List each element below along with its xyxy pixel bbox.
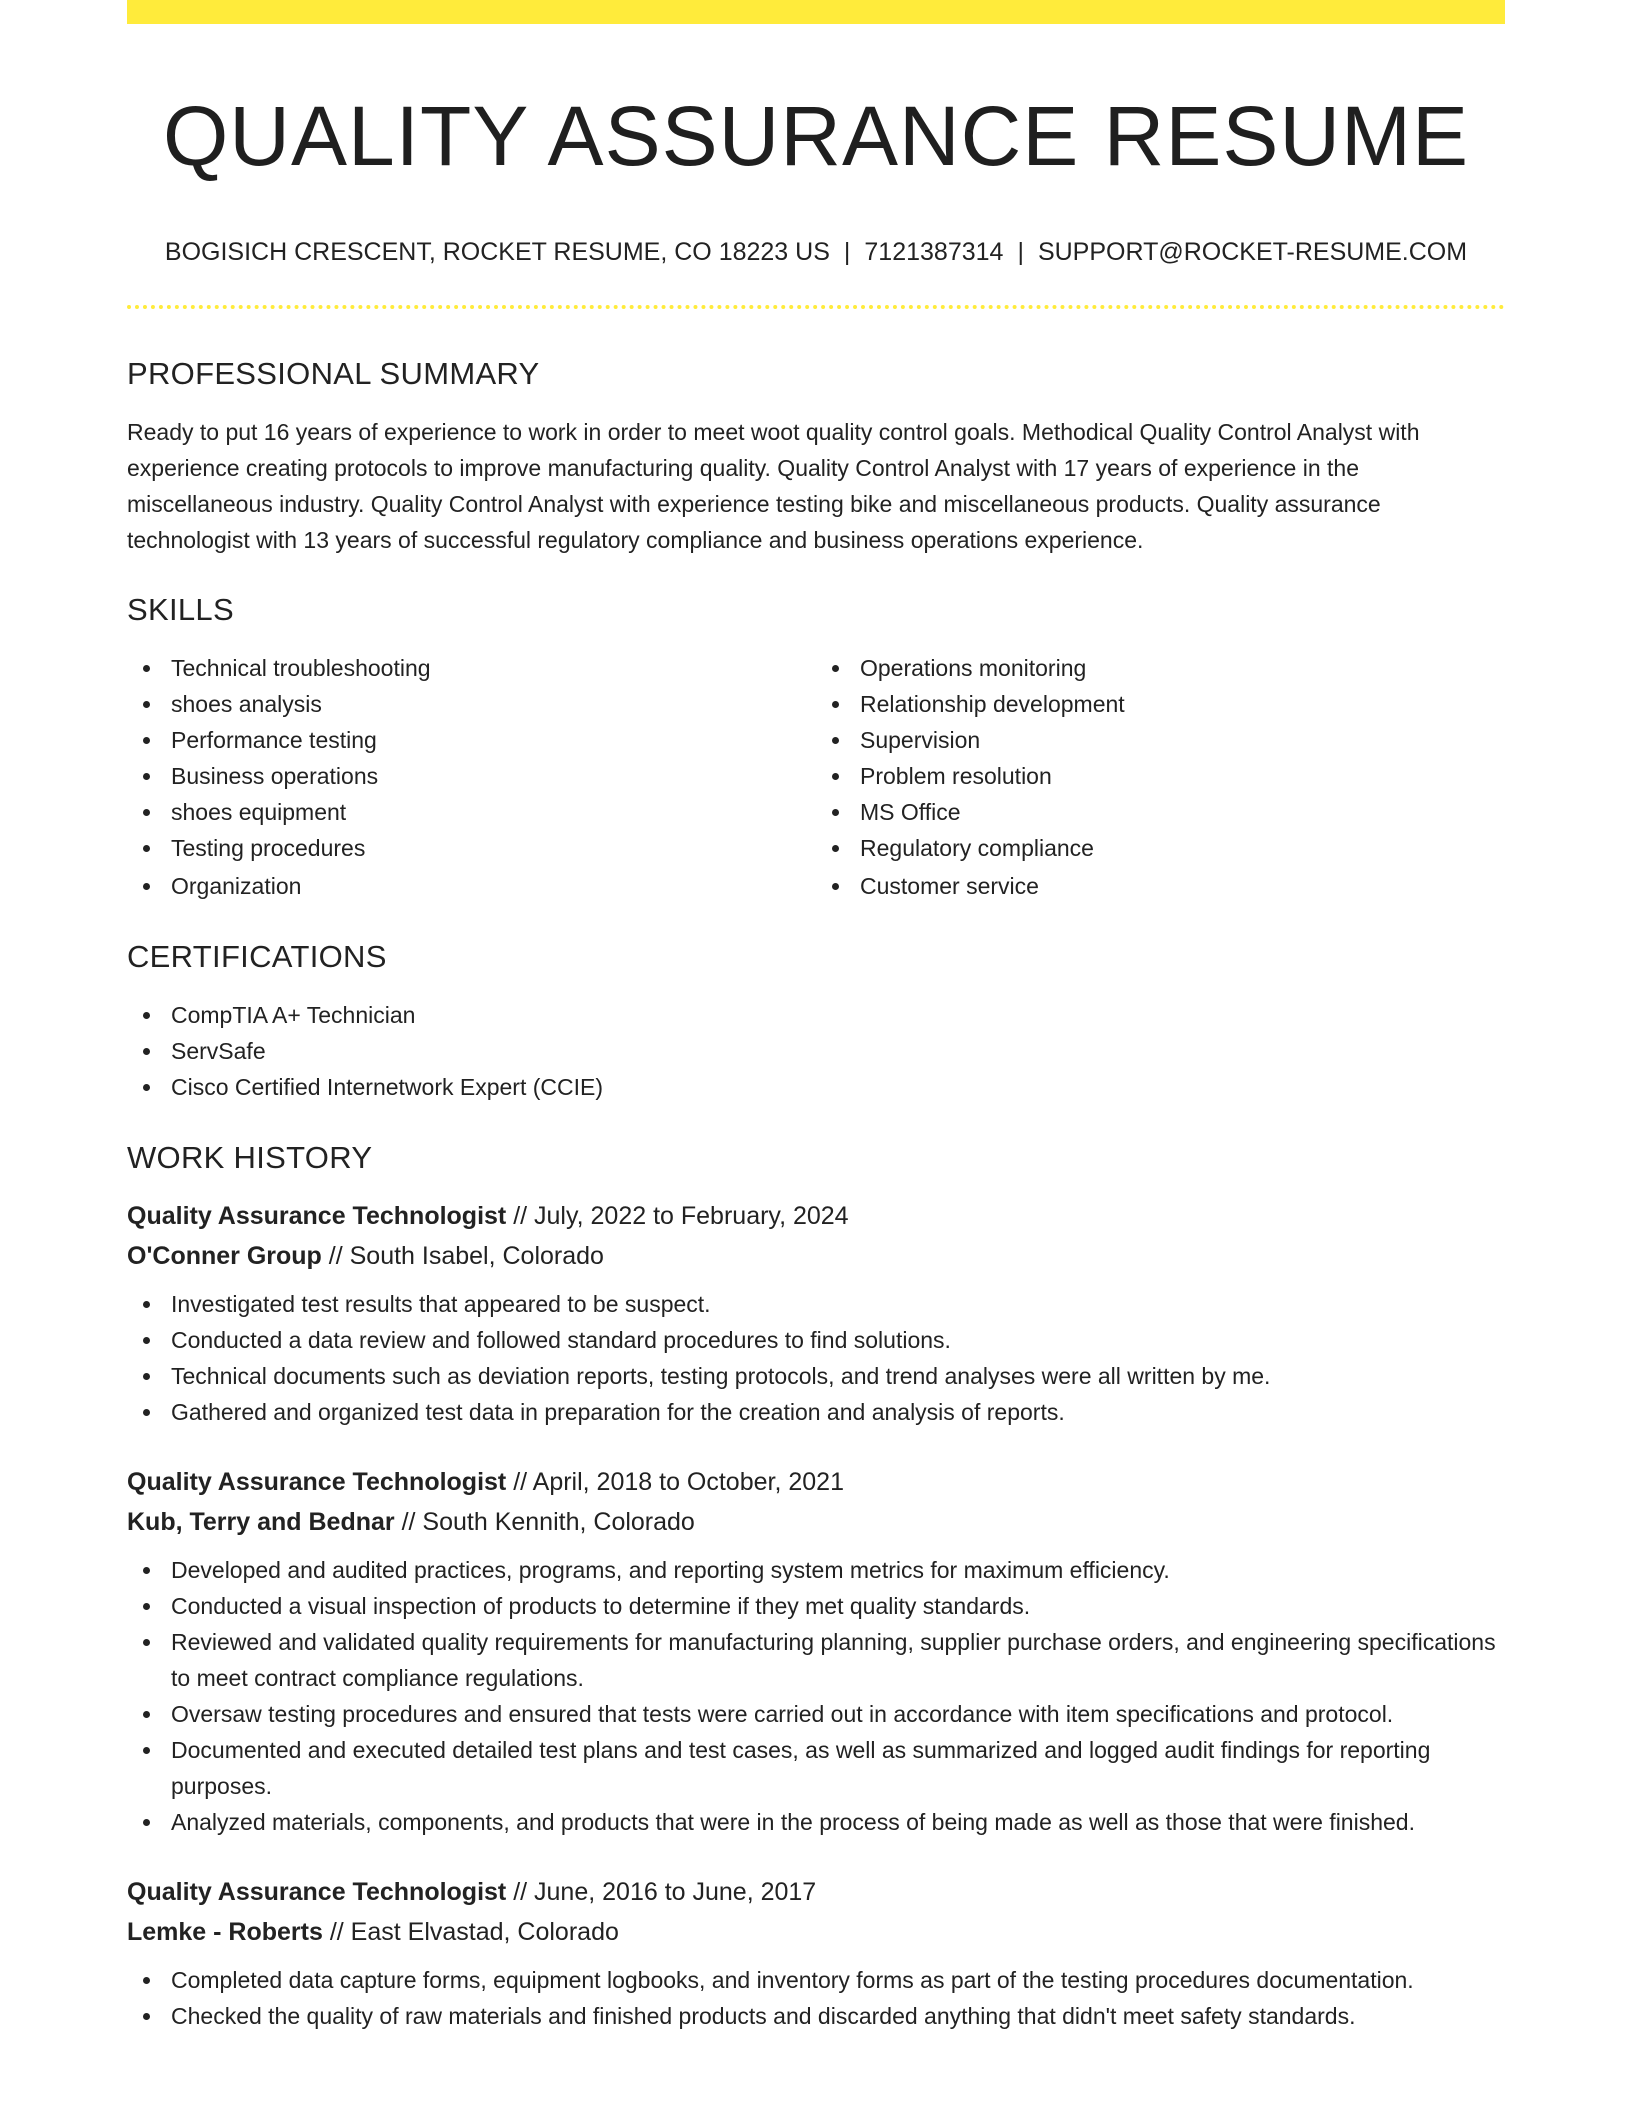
- certification-item: CompTIA A+ Technician: [127, 997, 1505, 1033]
- dotted-divider: [127, 305, 1505, 309]
- accent-top-bar: [127, 0, 1505, 24]
- job-bullet: Conducted a data review and followed standard procedures to find solutions.: [127, 1322, 1505, 1358]
- job-bullet: Documented and executed detailed test plans and test cases, as well as summarized and logged audit findings for reporting purposes.: [127, 1732, 1505, 1804]
- job-location: // South Isabel, Colorado: [321, 1242, 604, 1271]
- job-title-line: [127, 1872, 1505, 1912]
- job-dates: // June, 2016 to June, 2017: [506, 1878, 817, 1907]
- skill-item: Problem resolution: [816, 758, 1505, 794]
- job-bullet: Checked the quality of raw materials and finished products and discarded anything that didn't meet safety standards.: [127, 1998, 1505, 2034]
- resume-page: [127, 0, 1505, 2034]
- work-history-section: [127, 1139, 1505, 2034]
- work-history-heading: WORK HISTORY: [127, 1140, 373, 1176]
- job-bullets: [127, 1552, 1505, 1840]
- job-bullet: Oversaw testing procedures and ensured that tests were carried out in accordance with item specifications and protocol.: [127, 1696, 1505, 1732]
- job-company-line: [127, 1912, 1505, 1952]
- job-title-line: [127, 1462, 1505, 1502]
- job-bullets: [127, 1286, 1505, 1430]
- certifications-section: [127, 938, 1505, 1105]
- skill-item: Performance testing: [127, 722, 816, 758]
- job-title: Quality Assurance Technologist: [127, 1878, 507, 1907]
- skill-item: Customer service: [816, 868, 1505, 904]
- certification-item: ServSafe: [127, 1033, 1505, 1069]
- contact-email[interactable]: SUPPORT@ROCKET-RESUME.COM: [1037, 237, 1468, 266]
- skill-item: MS Office: [816, 794, 1505, 830]
- job-bullet: Reviewed and validated quality requirements for manufacturing planning, supplier purchase orders, and engineering specifications to meet contract compliance regulations.: [127, 1624, 1505, 1696]
- certifications-list: [127, 997, 1505, 1105]
- skill-item: Business operations: [127, 758, 816, 794]
- summary-section: [127, 355, 1505, 558]
- job-bullet: Gathered and organized test data in preparation for the creation and analysis of reports.: [127, 1394, 1505, 1430]
- skills-columns: [127, 650, 1505, 904]
- contact-separator: |: [843, 237, 851, 266]
- skills-right-list: [816, 650, 1505, 904]
- job-bullet: Developed and audited practices, programs, and reporting system metrics for maximum efficiency.: [127, 1552, 1505, 1588]
- summary-text: Ready to put 16 years of experience to work in order to meet woot quality control goals. Methodical Quality Control Analyst with experience creating protocols to improve manufacturing quality. Quality Control Analyst with 17 years of experience in the miscellaneous industry. Quality Control Analyst with experience testing bike and miscellaneous products. Quality assurance technologist with 13 years of successful regulatory compliance and business operations experience.: [127, 418, 1420, 553]
- job-entry: [127, 1462, 1505, 1840]
- skill-item: Supervision: [816, 722, 1505, 758]
- job-location: // East Elvastad, Colorado: [322, 1918, 619, 1947]
- skills-section: [127, 591, 1505, 904]
- skill-item: Operations monitoring: [816, 650, 1505, 686]
- job-bullet: Investigated test results that appeared to be suspect.: [127, 1286, 1505, 1322]
- skill-item: shoes analysis: [127, 686, 816, 722]
- job-company: Lemke - Roberts: [127, 1918, 323, 1947]
- job-company-line: [127, 1236, 1505, 1276]
- contact-line: [127, 237, 1505, 267]
- job-company: O'Conner Group: [127, 1242, 322, 1271]
- contact-address: BOGISICH CRESCENT, ROCKET RESUME, CO 18223 US: [164, 237, 830, 266]
- job-dates: // July, 2022 to February, 2024: [506, 1202, 849, 1231]
- job-title: Quality Assurance Technologist: [127, 1202, 507, 1231]
- certification-item: Cisco Certified Internetwork Expert (CCIE): [127, 1069, 1505, 1105]
- skill-item: Relationship development: [816, 686, 1505, 722]
- certifications-heading: CERTIFICATIONS: [127, 938, 387, 974]
- job-company-line: [127, 1502, 1505, 1542]
- job-title: Quality Assurance Technologist: [127, 1468, 507, 1497]
- job-bullet: Conducted a visual inspection of products to determine if they met quality standards.: [127, 1588, 1505, 1624]
- contact-phone[interactable]: 7121387314: [864, 237, 1004, 266]
- skills-left-list: [127, 650, 816, 904]
- resume-title: QUALITY ASSURANCE RESUME: [162, 89, 1470, 183]
- skill-item: Technical troubleshooting: [127, 650, 816, 686]
- skill-item: Organization: [127, 868, 816, 904]
- job-location: // South Kennith, Colorado: [394, 1508, 695, 1537]
- skill-item: Regulatory compliance: [816, 830, 1505, 866]
- job-entry: [127, 1196, 1505, 1430]
- job-bullets: [127, 1962, 1505, 2034]
- job-bullet: Technical documents such as deviation reports, testing protocols, and trend analyses were all written by me.: [127, 1358, 1505, 1394]
- job-bullet: Completed data capture forms, equipment logbooks, and inventory forms as part of the testing procedures documentation.: [127, 1962, 1505, 1998]
- job-dates: // April, 2018 to October, 2021: [506, 1468, 844, 1497]
- job-entry: [127, 1872, 1505, 2034]
- summary-heading: PROFESSIONAL SUMMARY: [127, 355, 540, 391]
- skills-heading: SKILLS: [127, 591, 234, 627]
- job-bullet: Analyzed materials, components, and products that were in the process of being made as well as those that were finished.: [127, 1804, 1505, 1840]
- contact-separator: |: [1017, 237, 1024, 266]
- skill-item: shoes equipment: [127, 794, 816, 830]
- job-title-line: [127, 1196, 1505, 1236]
- job-company: Kub, Terry and Bednar: [127, 1508, 395, 1537]
- skill-item: Testing procedures: [127, 830, 816, 866]
